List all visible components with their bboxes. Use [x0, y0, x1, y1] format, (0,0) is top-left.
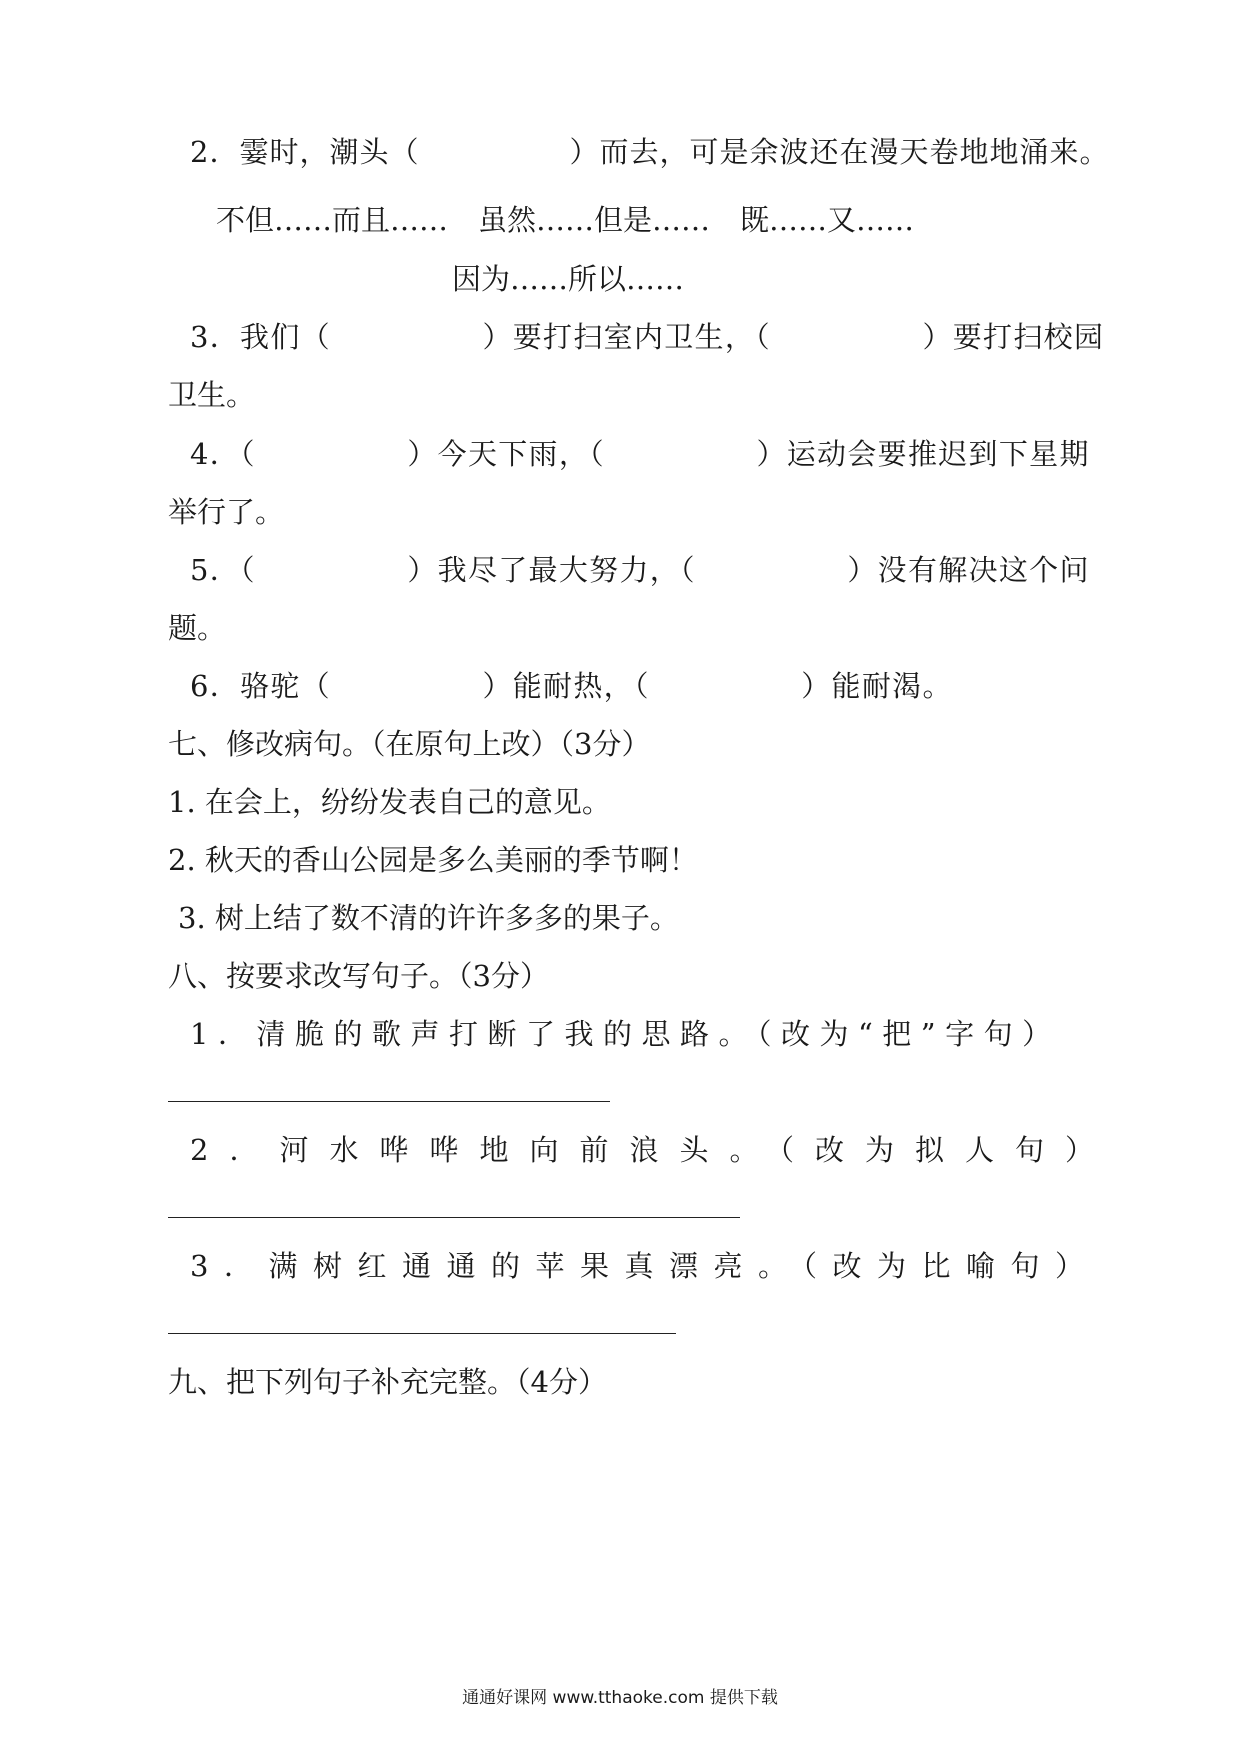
- q6-item-5-cont: 题。: [168, 611, 227, 645]
- q6-item-3-cont: 卫生。: [168, 378, 256, 412]
- section-8-title: 八、按要求改写句子。（3分）: [168, 959, 549, 993]
- q6-item-6: 6．骆驼（ ）能耐热，（ ）能耐渴。: [190, 669, 953, 703]
- conjunction-option-4: 因为……所以……: [452, 262, 685, 296]
- q8-item-3: 3．满树红通通的苹果真漂亮。（改为比喻句）: [190, 1249, 1100, 1283]
- answer-line-1[interactable]: [168, 1101, 610, 1102]
- q6-item-4: 4．（ ）今天下雨，（ ）运动会要推迟到下星期: [190, 437, 1090, 471]
- q7-sentence-2: 2. 秋天的香山公园是多么美丽的季节啊！: [168, 843, 698, 877]
- q6-item-2: 2．霎时，潮头（ ）而去，可是余波还在漫天卷地地涌来。: [190, 135, 1110, 169]
- q7-sentence-1: 1. 在会上，纷纷发表自己的意见。: [168, 785, 611, 819]
- conjunction-option-2: 虽然……但是……: [478, 203, 711, 237]
- section-9-title: 九、把下列句子补充完整。（4分）: [168, 1365, 607, 1399]
- page-footer: 通通好课网 www.tthaoke.com 提供下载: [462, 1688, 778, 1708]
- conjunction-option-1: 不但……而且……: [216, 203, 449, 237]
- q8-item-2: 2．河水哗哗地向前浪头。（改为拟人句）: [190, 1133, 1115, 1167]
- section-7-title: 七、修改病句。（在原句上改）（3分）: [168, 727, 651, 761]
- conjunction-option-3: 既……又……: [740, 203, 915, 237]
- answer-line-3[interactable]: [168, 1333, 676, 1334]
- q6-item-3: 3．我们（ ）要打扫室内卫生，（ ）要打扫校园: [190, 320, 1105, 354]
- q8-item-1: 1．清脆的歌声打断了我的思路。（改为“把”字句）: [190, 1017, 1061, 1051]
- q6-item-5: 5．（ ）我尽了最大努力，（ ）没有解决这个问: [190, 553, 1090, 587]
- q7-sentence-3: 3. 树上结了数不清的许许多多的果子。: [178, 901, 679, 935]
- answer-line-2[interactable]: [168, 1217, 740, 1218]
- q6-item-4-cont: 举行了。: [168, 495, 285, 529]
